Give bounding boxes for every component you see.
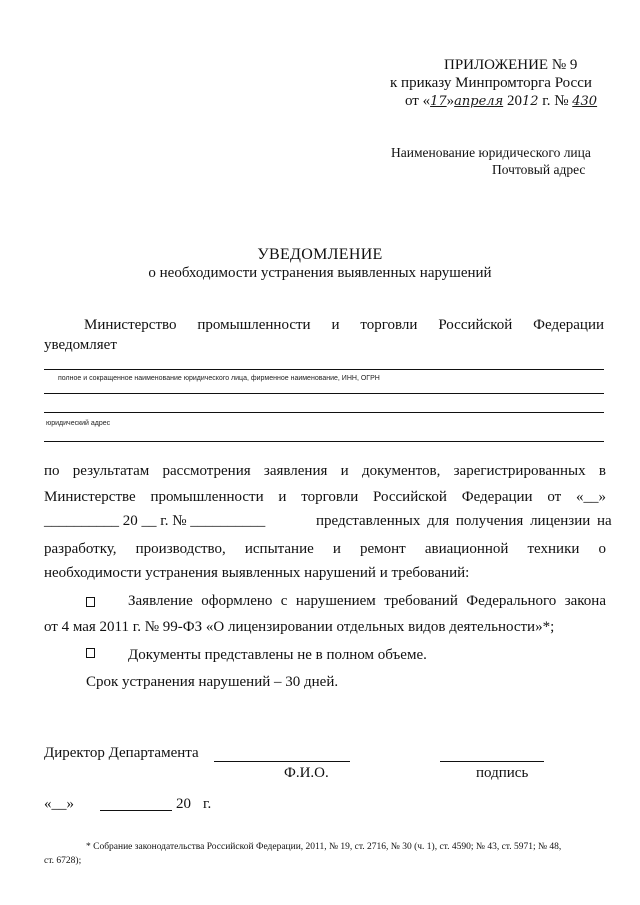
body-line-2: Министерстве промышленности и торговли Российской Федерации от «__» <box>44 489 606 505</box>
appendix-label: ПРИЛОЖЕНИЕ № 9 <box>444 57 578 73</box>
year-prefix: 20 <box>506 93 522 109</box>
body-line-3-text: представленных для получения лицензии на <box>316 513 612 529</box>
director-position: Директор Департамента <box>44 745 199 761</box>
legal-entity-name-label: Наименование юридического лица <box>391 145 591 160</box>
body-line-1: по результатам рассмотрения заявления и документов, зарегистрированных в <box>44 463 606 479</box>
intro-line: Министерство промышленности и торговли Российской Федерации <box>84 317 604 333</box>
entity-name-line-3 <box>44 412 604 413</box>
order-number-label: г. № <box>542 93 569 109</box>
sign-date-g: г. <box>203 796 212 812</box>
legal-address-hint: юридический адрес <box>46 420 111 427</box>
item-2-checkbox[interactable] <box>86 648 95 658</box>
intro-notifies: уведомляет <box>44 337 117 353</box>
body-line-3-blanks: __________ 20 __ г. № __________ <box>44 513 266 529</box>
item-1-checkbox[interactable] <box>86 597 95 607</box>
footnote-line-1: * Собрание законодательства Российской Федерации, 2011, № 19, ст. 2716, № 30 (ч. 1), ст. 4590; № 43, ст. 5971; № 48, <box>86 842 562 852</box>
entity-name-line-2 <box>44 393 604 394</box>
deadline-text: Срок устранения нарушений – 30 дней. <box>86 674 339 690</box>
item-1-line-2: от 4 мая 2011 г. № 99-ФЗ «О лицензировании отдельных видов деятельности»*; <box>44 619 555 635</box>
handwritten-month: апреля <box>454 94 504 109</box>
item-2-line-1: Документы представлены не в полном объеме. <box>128 647 427 663</box>
handwritten-year: 12 <box>521 94 539 109</box>
date-prefix: от « <box>405 93 431 109</box>
order-date-line <box>405 92 597 111</box>
sign-date-year: 20 <box>176 796 191 812</box>
entity-name-hint: полное и сокращенное наименование юридического лица, фирменное наименование, ИНН, ОГРН <box>58 375 380 382</box>
postal-address-label: Почтовый адрес <box>492 162 586 177</box>
item-1-line-1: Заявление оформлено с нарушением требований Федерального закона <box>128 593 606 609</box>
footnote-line-2: ст. 6728); <box>44 856 82 866</box>
date-mid: » <box>446 93 455 109</box>
body-line-4: разработку, производство, испытание и ремонт авиационной техники о <box>44 541 606 557</box>
director-name-line <box>214 761 350 762</box>
legal-address-line <box>44 441 604 442</box>
document-title: УВЕДОМЛЕНИЕ <box>257 246 383 263</box>
handwritten-day: 17 <box>430 94 447 109</box>
sign-date-month-line <box>100 810 172 811</box>
order-reference: к приказу Минпромторга Росси <box>390 75 592 91</box>
document-subtitle: о необходимости устранения выявленных нарушений <box>148 265 492 281</box>
body-line-5: необходимости устранения выявленных нарушений и требований: <box>44 565 470 581</box>
handwritten-order-number: 430 <box>572 94 598 109</box>
entity-name-line <box>44 369 604 370</box>
signature-line <box>440 761 544 762</box>
fio-label: Ф.И.О. <box>284 765 329 781</box>
sign-date-day: «__» <box>44 796 74 812</box>
signature-label: подпись <box>476 765 529 781</box>
